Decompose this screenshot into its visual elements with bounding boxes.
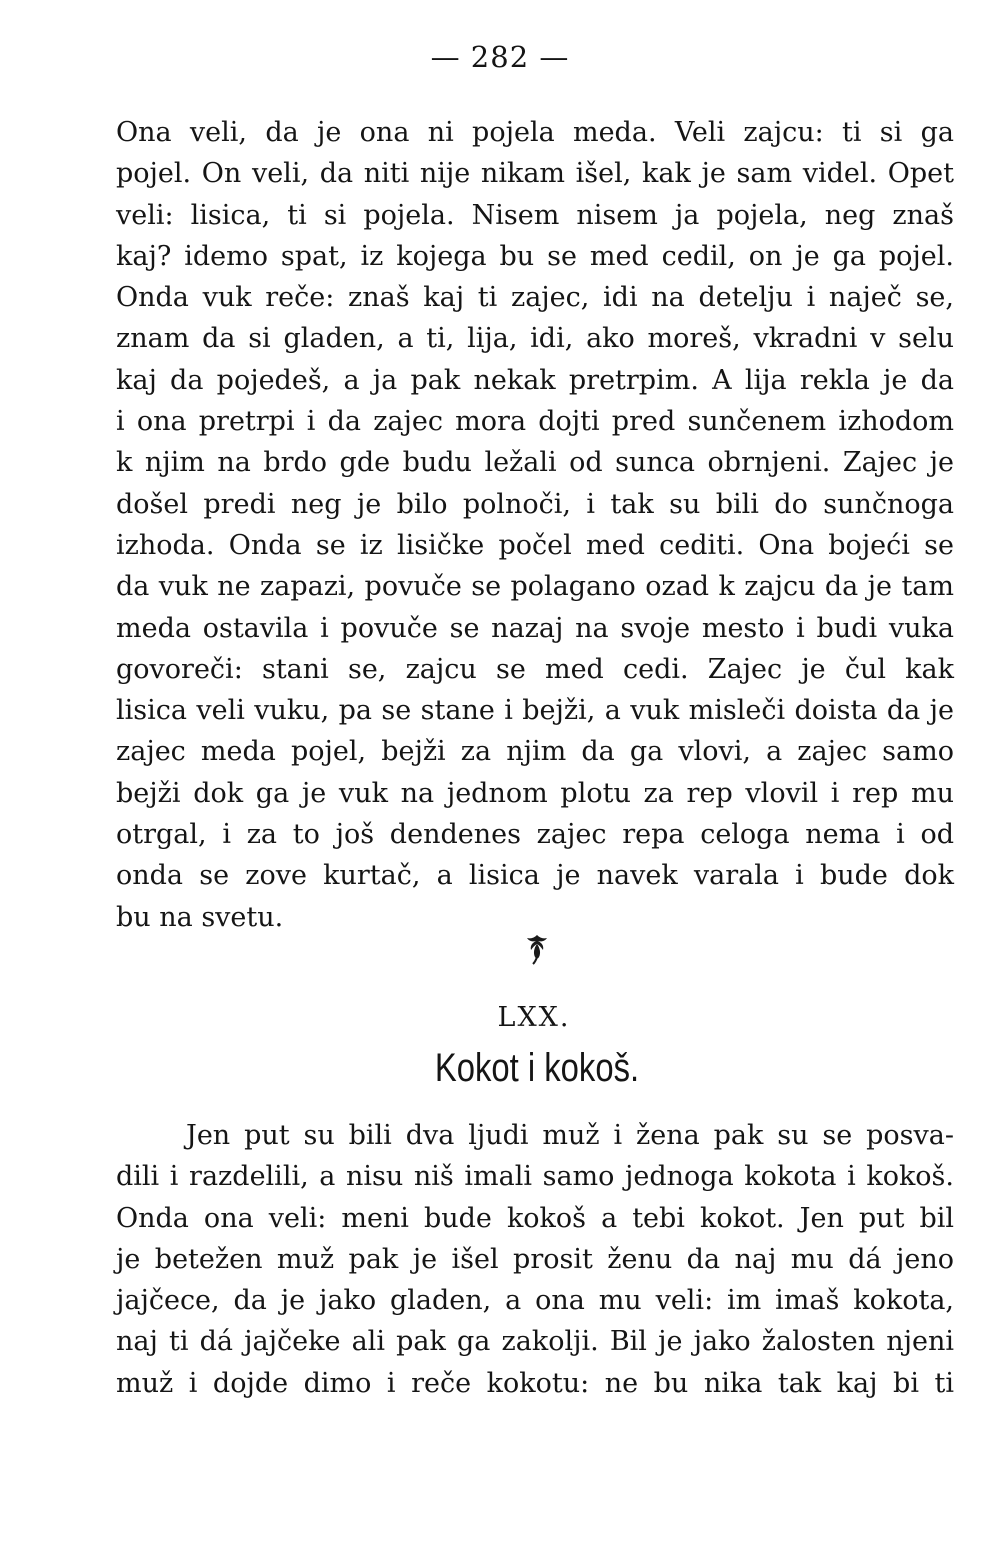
chapter-title: Kokot i kokoš. [434,1046,640,1090]
text-line: veli: lisica, ti si pojela. Nisem nisem ja pojela, neg znaš [116,199,954,231]
text-line: Onda ona veli: meni bude kokoš a tebi kokot. Jen put bil [116,1202,954,1234]
text-line: izhoda. Onda se iz lisičke počel med cediti. Ona bojeći se [116,529,954,561]
text-line: kaj? idemo spat, iz kojega bu se med cedil, on je ga pojel. [116,240,954,272]
text-line: k njim na brdo gde budu ležali od sunca obrnjeni. Zajec je [116,447,954,479]
paragraph-chapter-start [116,1115,954,1404]
text-line: lisica veli vuku, pa se stane i bejži, a vuk misleči doista da je [116,695,954,727]
text-line: zajec meda pojel, bejži za njim da ga vlovi, a zajec samo [116,736,954,768]
text-line: Onda vuk reče: znaš kaj ti zajec, idi na detelju i naječ se, [116,282,954,314]
text-line: je betežen muž pak je išel prosit ženu da naj mu dá jeno [116,1243,954,1275]
text-line: muž i dojde dimo i reče kokotu: ne bu nika tak kaj bi ti [116,1367,954,1399]
page-number: — 282 — [430,40,570,74]
text-line: došel predi neg je bilo polnoči, i tak su bili do sunčnoga [116,488,954,520]
text-line: Jen put su bili dva ljudi muž i žena pak su se posva- [186,1120,954,1151]
chapter-number: LXX. [497,1002,571,1033]
text-line: bu na svetu. [116,901,284,933]
text-line: meda ostavila i povuče se nazaj na svoje mesto i budi vuka [116,612,954,644]
paragraph-continued [116,112,954,938]
text-line: jajčece, da je jako gladen, a ona mu veli: im imaš kokota, [116,1285,954,1317]
text-line: kaj da pojedeš, a ja pak nekak pretrpim. A lija rekla je da [116,364,954,396]
text-line: onda se zove kurtač, a lisica je navek varala i bude dok [116,860,954,892]
text-line: bejži dok ga je vuk na jednom plotu za rep vlovil i rep mu [116,777,954,809]
fleuron-ornament-icon [522,932,552,966]
text-line: govoreči: stani se, zajcu se med cedi. Zajec je čul kak [116,653,954,685]
text-line: otrgal, i za to još dendenes zajec repa celoga nema i od [116,819,954,851]
text-line: i ona pretrpi i da zajec mora dojti pred sunčenem izhodom [116,406,954,438]
text-line: naj ti dá jajčeke ali pak ga zakolji. Bil je jako žalosten njeni [116,1326,954,1358]
text-line: dili i razdelili, a nisu niš imali samo jednoga kokota i kokoš. [116,1161,954,1193]
text-line: da vuk ne zapazi, povuče se polagano ozad k zajcu da je tam [116,571,954,603]
text-line: znam da si gladen, a ti, lija, idi, ako moreš, vkradni v selu [116,323,954,355]
text-line: Ona veli, da je ona ni pojela meda. Veli zajcu: ti si ga [116,117,954,148]
text-line: pojel. On veli, da niti nije nikam išel, kak je sam videl. Opet [116,158,954,190]
